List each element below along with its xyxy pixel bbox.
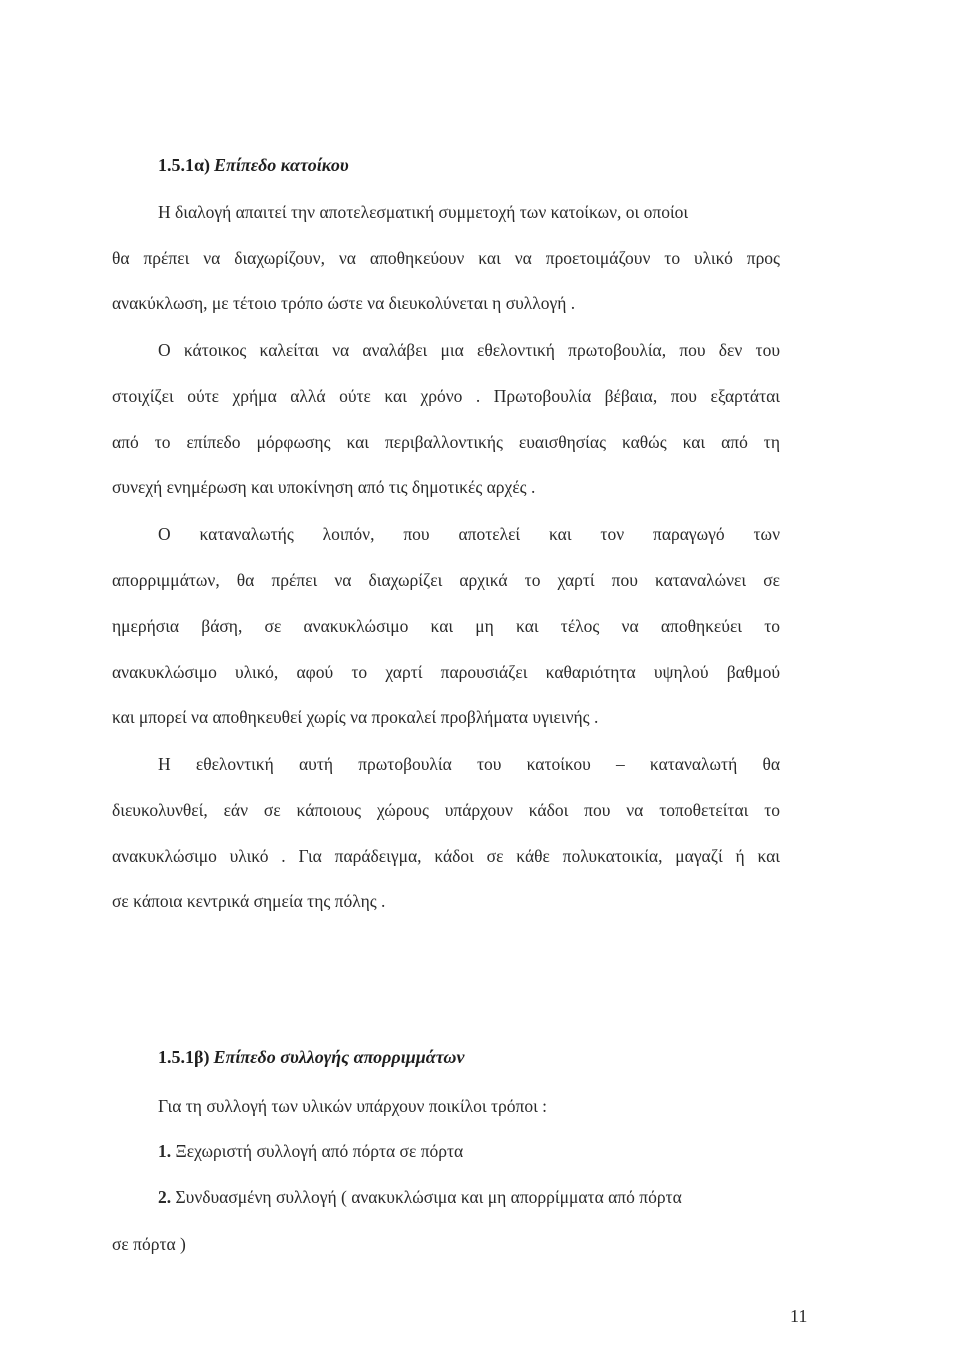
paragraph-line: θα πρέπει να διαχωρίζουν, να αποθηκεύουν και να προετοιμάζουν το υλικό προς [112, 248, 780, 268]
section-a-title: Επίπεδο κατοίκου [214, 155, 349, 175]
list-item-number: 1. [158, 1141, 172, 1161]
list-item-continuation: σε πόρτα ) [112, 1234, 186, 1254]
list-item-number: 2. [158, 1187, 172, 1207]
list-item-text: Ξεχωριστή συλλογή από πόρτα σε πόρτα [175, 1141, 464, 1161]
section-b-heading [158, 1047, 464, 1067]
paragraph-line: Η εθελοντική αυτή πρωτοβουλία του κατοίκου – καταναλωτή θα [158, 754, 780, 774]
paragraph-line: Ο κάτοικος καλείται να αναλάβει μια εθελοντική πρωτοβουλία, που δεν του [158, 340, 780, 360]
paragraph-line: απορριμμάτων, θα πρέπει να διαχωρίζει αρχικά το χαρτί που καταναλώνει σε [112, 570, 780, 590]
paragraph-line: ημερήσια βάση, σε ανακυκλώσιμο και μη και τέλος να αποθηκεύει το [112, 616, 780, 636]
list-item [158, 1141, 463, 1161]
section-b-intro: Για τη συλλογή των υλικών υπάρχουν ποικίλοι τρόποι : [158, 1096, 548, 1116]
page-number: 11 [790, 1306, 808, 1326]
paragraph-line: Ο καταναλωτής λοιπόν, που αποτελεί και τον παραγωγό των [158, 524, 780, 544]
list-item-text: Συνδυασμένη συλλογή ( ανακυκλώσιμα και μη απορρίμματα από πόρτα [175, 1187, 682, 1207]
section-a-heading [158, 155, 349, 175]
paragraph-line: διευκολυνθεί, εάν σε κάποιους χώρους υπάρχουν κάδοι που να τοποθετείται το [112, 800, 780, 820]
section-a-number: 1.5.1α) [158, 155, 211, 175]
paragraph-line: Η διαλογή απαιτεί την αποτελεσματική συμμετοχή των κατοίκων, οι οποίοι [158, 202, 689, 222]
paragraph-line: ανακύκλωση, με τέτοιο τρόπο ώστε να διευκολύνεται η συλλογή . [112, 293, 576, 313]
paragraph-line: σε κάποια κεντρικά σημεία της πόλης . [112, 891, 386, 911]
paragraph-line: στοιχίζει ούτε χρήμα αλλά ούτε και χρόνο . Πρωτοβουλία βέβαια, που εξαρτάται [112, 386, 780, 406]
section-b-number: 1.5.1β) [158, 1047, 210, 1067]
paragraph-line: συνεχή ενημέρωση και υποκίνηση από τις δημοτικές αρχές . [112, 477, 536, 497]
paragraph-line: από το επίπεδο μόρφωσης και περιβαλλοντικής ευαισθησίας καθώς και από τη [112, 432, 780, 452]
paragraph-line: και μπορεί να αποθηκευθεί χωρίς να προκαλεί προβλήματα υγιεινής . [112, 707, 599, 727]
section-b-title: Επίπεδο συλλογής απορριμμάτων [213, 1047, 465, 1067]
list-item [158, 1187, 780, 1207]
paragraph-line: ανακυκλώσιμο υλικό, αφού το χαρτί παρουσιάζει καθαριότητα υψηλού βαθμού [112, 662, 780, 682]
paragraph-line: ανακυκλώσιμο υλικό . Για παράδειγμα, κάδοι σε κάθε πολυκατοικία, μαγαζί ή και [112, 846, 780, 866]
